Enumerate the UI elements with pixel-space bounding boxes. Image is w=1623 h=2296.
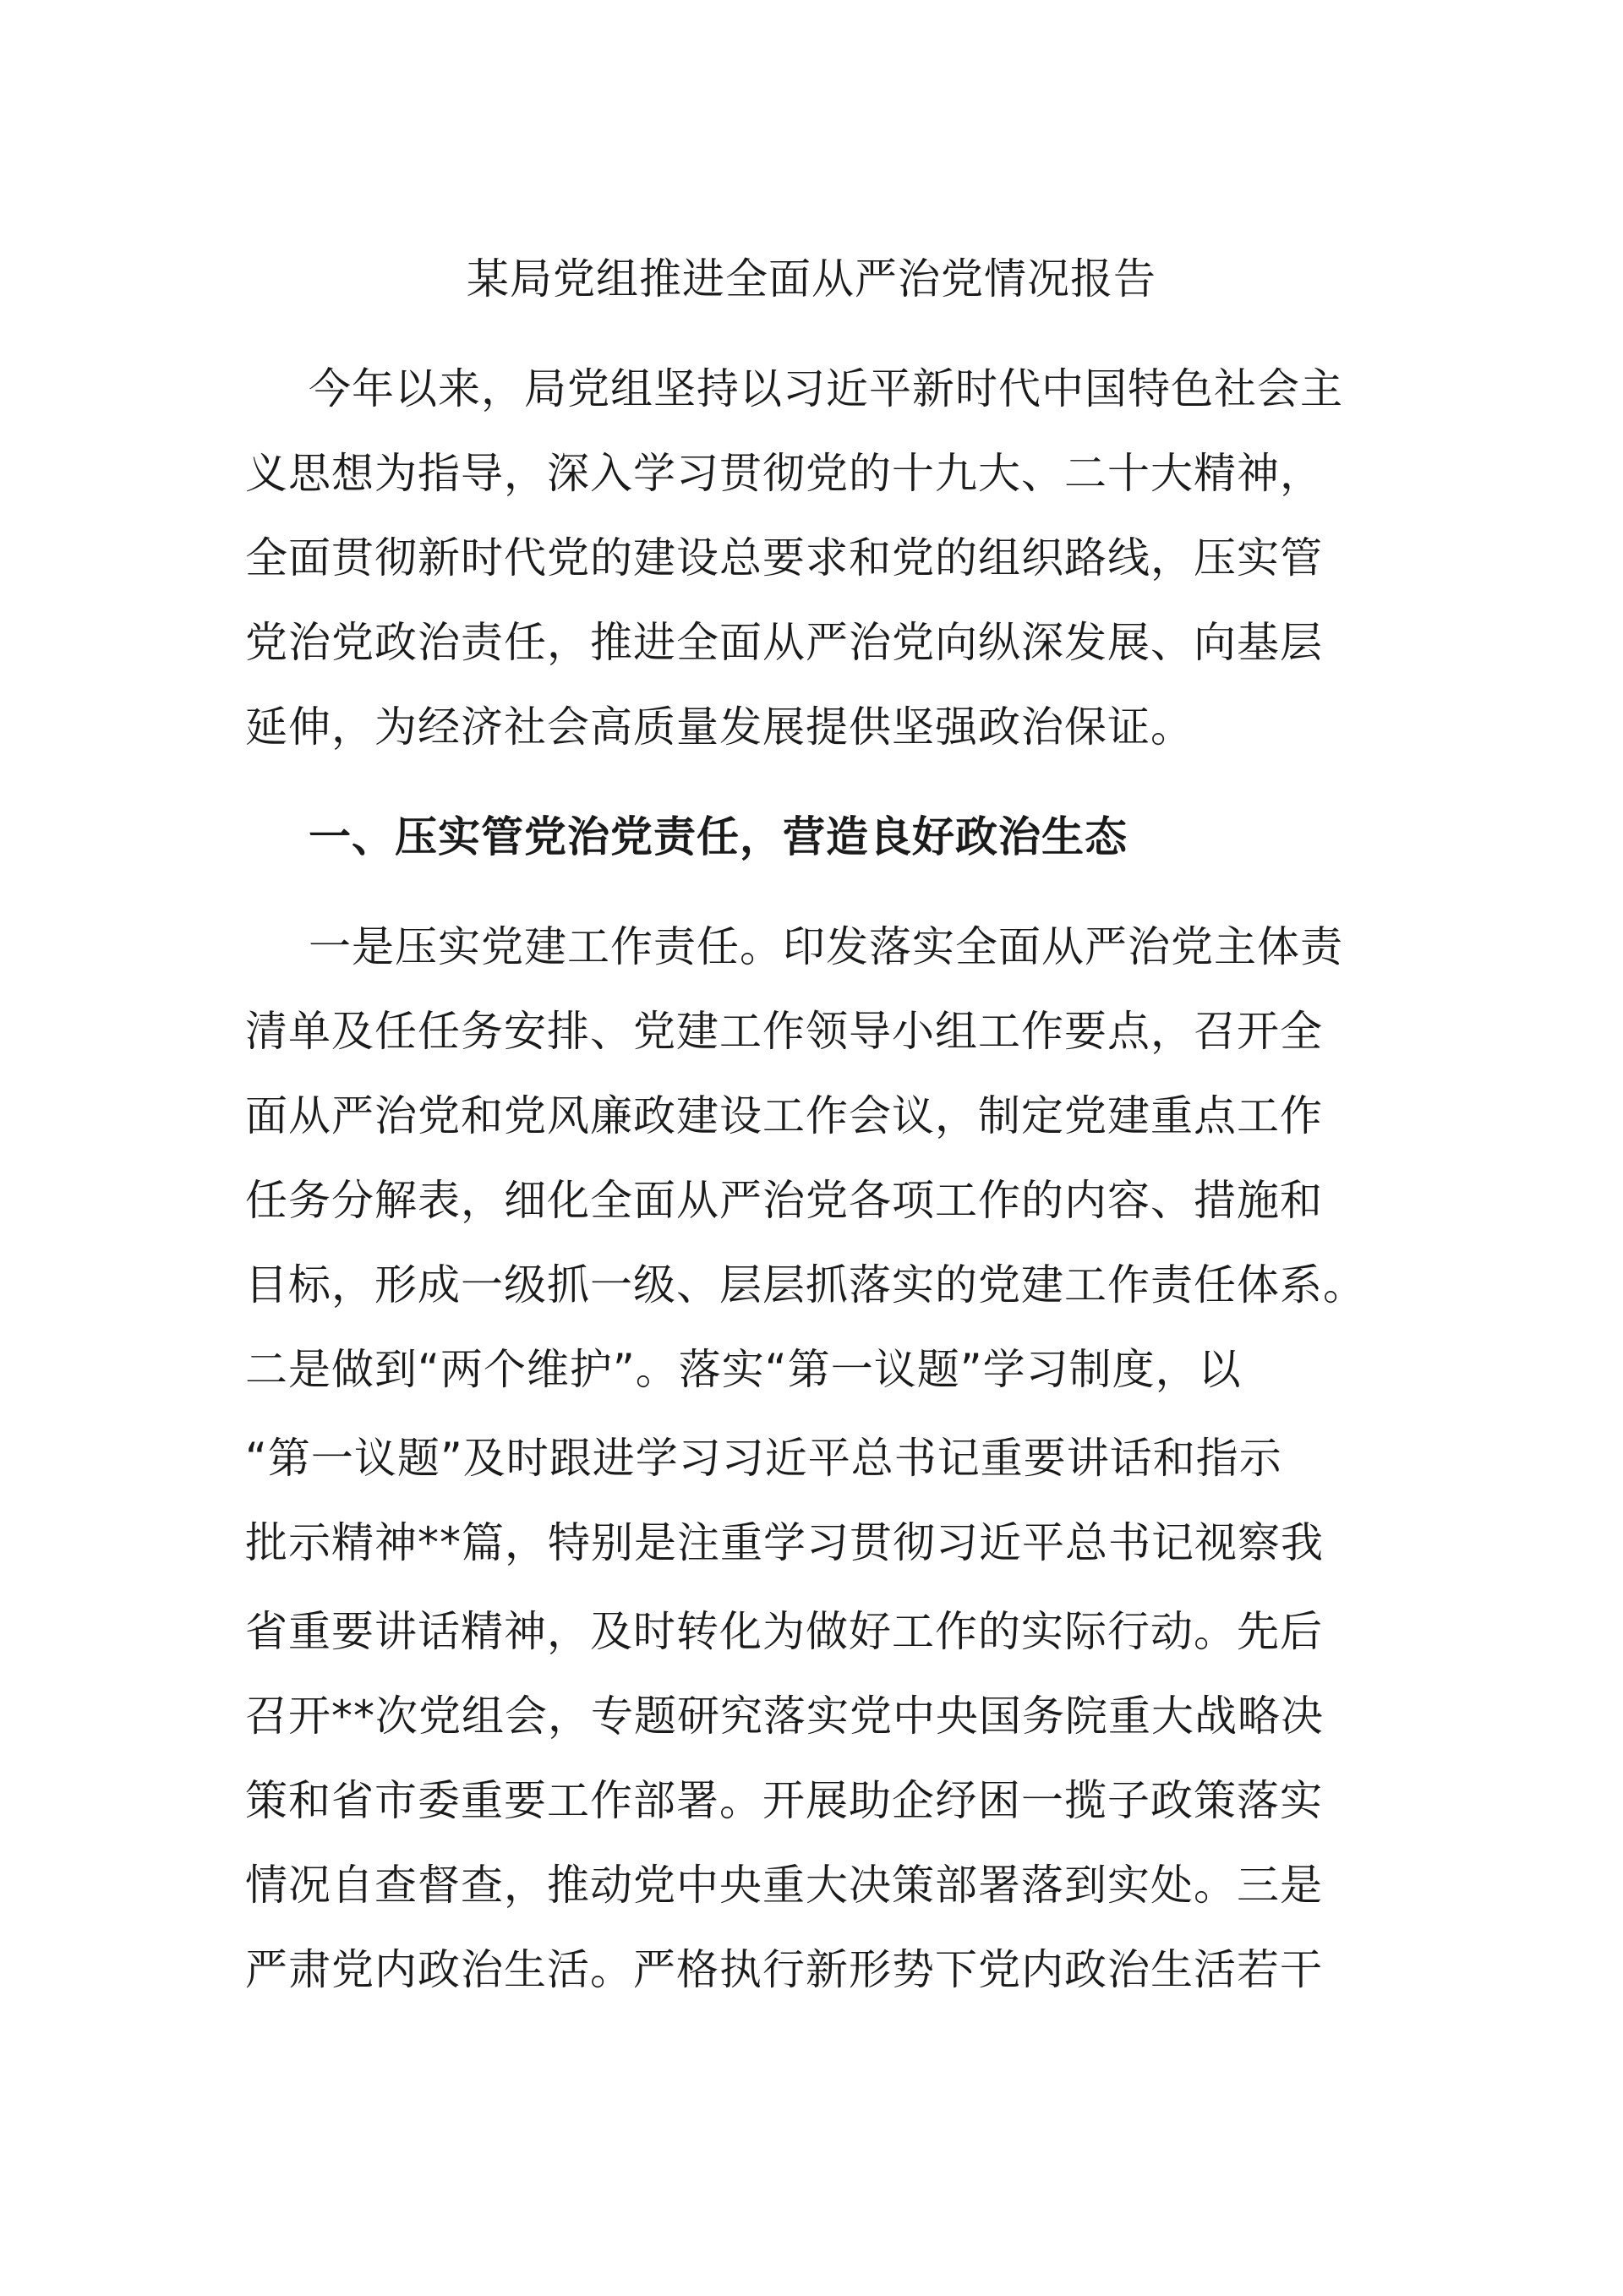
intro-line: 延伸，为经济社会高质量发展提供坚强政治保证。 bbox=[245, 702, 1194, 752]
body-line: 二是做到“两个维护”。落实“第一议题”学习制度，以 bbox=[245, 1345, 1242, 1394]
body-line: 严肃党内政治生活。严格执行新形势下党内政治生活若干 bbox=[245, 1945, 1323, 1994]
intro-line: 今年以来，局党组坚持以习近平新时代中国特色社会主 bbox=[309, 364, 1343, 413]
intro-line: 全面贯彻新时代党的建设总要求和党的组织路线，压实管 bbox=[245, 533, 1323, 582]
body-line: 召开**次党组会，专题研究落实党中央国务院重大战略决 bbox=[245, 1692, 1324, 1741]
body-line: 批示精神**篇，特别是注重学习贯彻习近平总书记视察我 bbox=[245, 1518, 1324, 1567]
section-heading: 一、压实管党治党责任，营造良好政治生态 bbox=[309, 812, 1128, 861]
body-line: 任务分解表，细化全面从严治党各项工作的内容、措施和 bbox=[245, 1176, 1323, 1225]
body-line: 清单及任任务安排、党建工作领导小组工作要点，召开全 bbox=[245, 1007, 1323, 1056]
document-title: 某局党组推进全面从严治党情况报告 bbox=[467, 254, 1156, 303]
intro-line: 义思想为指导，深入学习贯彻党的十九大、二十大精神， bbox=[245, 449, 1323, 498]
body-line: 一是压实党建工作责任。印发落实全面从严治党主体责 bbox=[309, 922, 1343, 971]
intro-line: 党治党政治责任，推进全面从严治党向纵深发展、向基层 bbox=[245, 618, 1323, 667]
body-line: 省重要讲话精神，及时转化为做好工作的实际行动。先后 bbox=[245, 1607, 1323, 1656]
body-line: 目标，形成一级抓一级、层层抓落实的党建工作责任体系。 bbox=[245, 1260, 1366, 1309]
body-line: 策和省市委重要工作部署。开展助企纾困一揽子政策落实 bbox=[245, 1776, 1323, 1825]
body-line: 情况自查督查，推动党中央重大决策部署落到实处。三是 bbox=[245, 1861, 1323, 1910]
body-line: 面从严治党和党风廉政建设工作会议，制定党建重点工作 bbox=[245, 1091, 1323, 1140]
body-line: “第一议题”及时跟进学习习近平总书记重要讲话和指示 bbox=[245, 1434, 1282, 1483]
